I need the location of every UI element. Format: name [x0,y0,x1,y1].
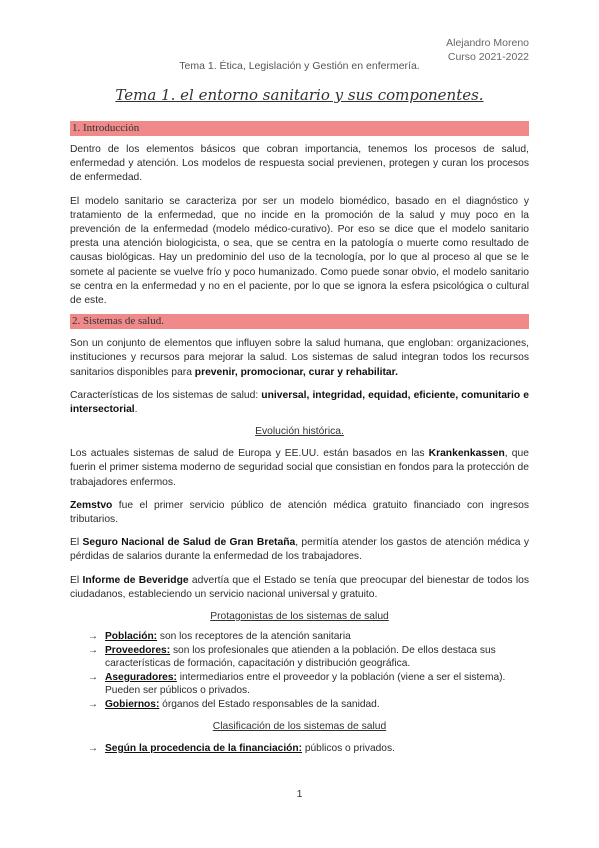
zemstvo-paragraph: Zemstvo fue el primer servicio público de atención médica gratuito financiado con ingresos tributarios. [70,499,529,526]
list-item: → Según la procedencia de la financiación: públicos o privados. [88,742,395,754]
arrow-right-icon: → [88,742,98,754]
caracteristicas-paragraph: Características de los sistemas de salud: universal, integridad, equidad, eficiente, comunitario e intersectorial. [70,389,530,416]
clasificacion-heading: Clasificación de los sistemas de salud [212,720,387,732]
arrow-right-icon: → [88,699,98,711]
document-body [70,121,529,755]
protagonistas-heading: Protagonistas de los sistemas de salud [210,611,389,623]
seguro-paragraph: El Seguro Nacional de Salud de Gran Bretaña, permitía atender los gastos de atención médica y pérdidas de salarios durante la enfermedad de los trabajadores. [70,537,529,563]
section-heading-introduccion: 1. Introducción [70,121,529,136]
arrow-right-icon: → [88,671,98,683]
document-title: Tema 1. el entorno sanitario y sus componentes. [115,86,484,104]
intro-paragraph-1: Dentro de los elementos básicos que cobran importancia, tenemos los procesos de salud, enfermedad y atención. Los modelos de respuesta social previenen, protegen y curan los procesos de enfermedad. [70,144,529,184]
krankenkassen-term: Krankenkassen [428,448,505,460]
clasificacion-list [70,742,529,756]
section-heading-sistemas: 2. Sistemas de salud. [70,314,529,329]
arrow-right-icon: → [88,631,98,643]
protagonistas-list [70,630,529,712]
sistemas-paragraph-1: Son un conjunto de elementos que influyen sobre la salud humana, que engloban: organizaciones, instituciones y recursos para mejorar la salud. Los sistemas de salud integran todos los recursos sanitarios disponibles para prevenir, promocionar, curar y rehabilitar. [70,338,529,378]
page-number: 1 [296,788,303,800]
list-item: → Población: son los receptores de la atención sanitaria [88,631,351,643]
zemstvo-term: Zemstvo [70,499,113,511]
caracteristicas-list: universal, integridad, equidad, eficiente, comunitario e intersectorial [70,389,530,416]
intro-paragraph-2: El modelo sanitario se caracteriza por ser un modelo biomédico, basado en el diagnóstico y tratamiento de la enfermedad, que no incide en la promoción de la salud y muy poco en la prevención de la enfermedad (modelo médico-curativo). Por eso se dice que el modelo sanitario presta una atención biologicista, o sea, que se centra en la patología o muerte como resultado de causas biológicas. Hay un predominio del uso de la tecnología, por lo que al proceso al que se le somete al paciente se vuelve frío y poco humanizado. Como puede sonar obvio, el modelo sanitario se centra en la enfermedad y no en el paciente, por lo que se ignora la esfera psicológica o cultural de este. [70,195,529,307]
list-item: → Aseguradores: intermediarios entre el proveedor y la población (viene a ser el sistema). Pueden ser públicos o privados. [88,671,506,697]
sistemas-goals: prevenir, promocionar, curar y rehabilitar. [194,366,398,378]
subject-line: Tema 1. Ética, Legislación y Gestión en enfermería. [179,60,420,72]
beveridge-term: Informe de Beveridge [82,574,189,586]
arrow-right-icon: → [88,644,98,656]
course-year: Curso 2021-2022 [447,51,529,63]
list-item: → Gobiernos: órganos del Estado responsables de la sanidad. [88,699,380,711]
list-item: → Proveedores: son los profesionales que atienden a la población. De ellos destaca sus características de formación, capacitación y distribución geográfica. [88,644,496,670]
krankenkassen-paragraph: Los actuales sistemas de salud de Europa y EE.UU. están basados en las Krankenkassen, que fuerin el primer sistema moderno de seguridad social que consistian en fondos para la protección de trabajadores enfermos. [70,448,529,488]
seguro-term: Seguro Nacional de Salud de Gran Bretaña [82,537,296,549]
author-name: Alejandro Moreno [446,37,529,49]
evolucion-heading: Evolución histórica. [255,426,344,438]
beveridge-paragraph: El Informe de Beveridge advertía que el Estado se tenía que preocupar del bienestar de todos los ciudadanos, estableciendo un servicio nacional universal y gratuito. [70,574,529,600]
